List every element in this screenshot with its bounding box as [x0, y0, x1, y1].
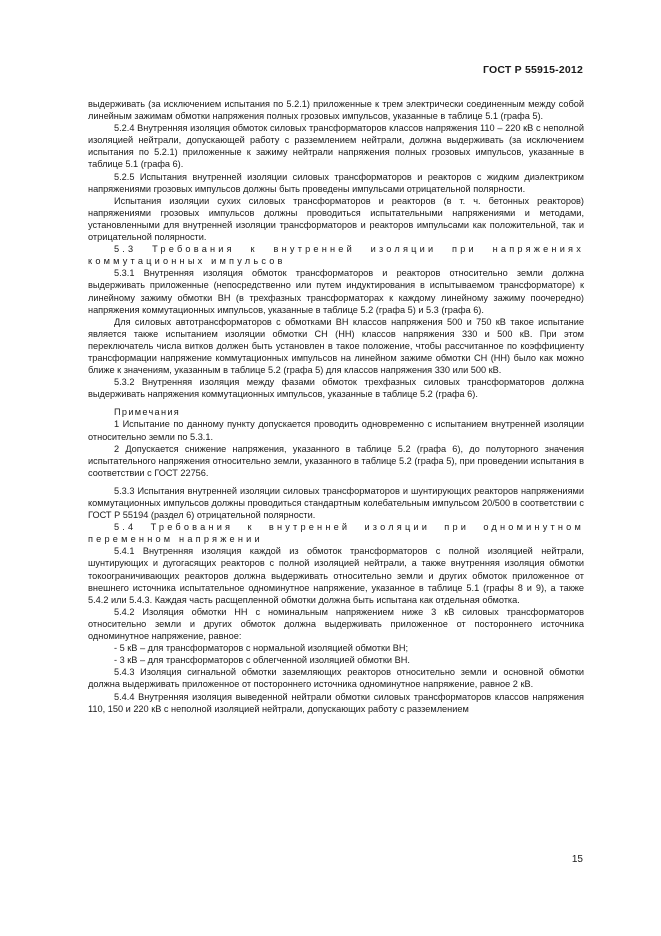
paragraph-5-4-3: 5.4.3 Изоляция сигнальной обмотки заземляющих реакторов относительно земли и основной обмотки должна выдерживать приложенное от постороннего источника одноминутное напряжение, равное 2 кВ. — [88, 667, 584, 690]
document-header: ГОСТ Р 55915-2012 — [482, 64, 583, 76]
paragraph-5-2-4: 5.2.4 Внутренняя изоляция обмоток силовых трансформаторов классов напряжения 110 – 220 кВ с неполной изоляцией нейтрали, допускающей работу с разземлением нейтрали, должна выдерживать (за исключением испытания по 5.2.1) приложенные к зажиму нейтрали напряжения полных грозовых импульсов, указанные в таблице 5.1 (графа 6). — [88, 123, 584, 170]
paragraph-5-4-4: 5.4.4 Внутренняя изоляция выведенной нейтрали обмотки силовых трансформаторов классов напряжения 110, 150 и 220 кВ с неполной изоляцией нейтрали, допускающих работу с разземлением — [88, 691, 584, 714]
paragraph-continuation: выдерживать (за исключением испытания по 5.2.1) приложенные к трем электрически соединенным между собой линейным зажимам обмотки напряжения полных грозовых импульсов, указанные в таблице 5.1 (графа 5). — [88, 99, 584, 122]
section-heading-5-3: 5.3 Требования к внутренней изоляции при напряжениях коммутационных импульсов — [88, 244, 584, 267]
section-heading-5-4: 5.4 Требования к внутренней изоляции при одноминутном переменном напряжении — [88, 522, 584, 545]
note-2: 2 Допускается снижение напряжения, указанного в таблице 5.2 (графа 6), до полуторного значения испытательного напряжения относительно земли, указанного в таблице 5.2 (графа 5), при проведении испытания в соответствии с ГОСТ 22756. — [88, 443, 584, 478]
paragraph-5-3-2: 5.3.2 Внутренняя изоляция между фазами обмоток трехфазных силовых трансформаторов должна выдерживать напряжения коммутационных импульсов, указанные в таблице 5.2 (графа 6). — [88, 377, 584, 400]
paragraph-dry-insulation: Испытания изоляции сухих силовых трансформаторов и реакторов (в т. ч. бетонных реакторов) напряжениями грозовых импульсов должны проводиться испытательными напряжениями и методами, установленными для внутренней изоляции трансформаторов и реакторов импульсами как положительной, так и отрицательной полярности. — [88, 195, 584, 243]
paragraph-5-3-3: 5.3.3 Испытания внутренней изоляции силовых трансформаторов и шунтирующих реакторов напряжениями коммутационных импульсов должны проводиться стандартным колебательным импульсом 20/500 в соответствии с ГОСТ Р 55194 (раздел 6) отрицательной полярности. — [88, 485, 584, 521]
paragraph-5-4-2: 5.4.2 Изоляция обмотки НН с номинальным напряжением ниже 3 кВ силовых трансформаторов относительно земли и других обмоток должна выдерживать приложенное от постороннего источника одноминутное напряжение, равное: — [88, 606, 584, 642]
paragraph-5-4-1: 5.4.1 Внутренняя изоляция каждой из обмоток трансформаторов с полной изоляцией нейтрали, шунтирующих и дугогасящих реакторов с полной изоляцией нейтрали, а также внутренняя изоляция обмотки токоограничивающих реакторов должна выдерживать относительно земли и других обмоток приложенное от внешнего источника испытательное одноминутное напряжение, указанное в таблице 5.1 (графы 8 и 9), а также 5.4.2 или 5.4.3. Каждая часть расщепленной обмотки должна быть испытана как отдельная обмотка. — [88, 546, 584, 605]
list-item-3kv: - 3 кВ – для трансформаторов с облегченной изоляцией обмотки ВН. — [114, 655, 410, 666]
document-body — [88, 98, 584, 715]
paragraph-5-3-1: 5.3.1 Внутренняя изоляция обмоток трансформаторов и реакторов относительно земли должна выдерживать приложенные (непосредственно или путем индуктирования в испытываемом трансформаторе) к линейному зажиму обмотки ВН (в трехфазных трансформаторах к каждому линейному зажиму поочередно) напряжения коммутационных импульсов, указанные в таблице 5.2 (графа 5) и 5.3 (графа 6). — [88, 268, 584, 315]
page-number: 15 — [571, 854, 583, 865]
paragraph-5-2-5: 5.2.5 Испытания внутренней изоляции силовых трансформаторов и реакторов с жидким диэлектриком напряжениями грозовых импульсов должны быть проведены импульсами отрицательной полярности. — [88, 171, 584, 194]
note-1: 1 Испытание по данному пункту допускается проводить одновременно с испытанием внутренней изоляции относительно земли по 5.3.1. — [88, 419, 584, 442]
paragraph-autotransformers: Для силовых автотрансформаторов с обмотками ВН классов напряжения 500 и 750 кВ такое испытание является также испытанием изоляции обмотки СН (НН) классов напряжения 330 и 500 кВ. При этом переключатель числа витков должен быть установлен в такое положение, чтобы рассчитанное по коэффициенту трансформации напряжение коммутационных импульсов на линейном зажиме обмотки СН (НН) было как можно ближе к значениям, указанным в таблице 5.2 (графа 5) для классов напряжения 330 или 500 кВ. — [88, 316, 584, 376]
notes-heading: Примечания — [114, 407, 181, 418]
list-item-5kv: - 5 кВ – для трансформаторов с нормальной изоляцией обмотки ВН; — [114, 643, 409, 654]
